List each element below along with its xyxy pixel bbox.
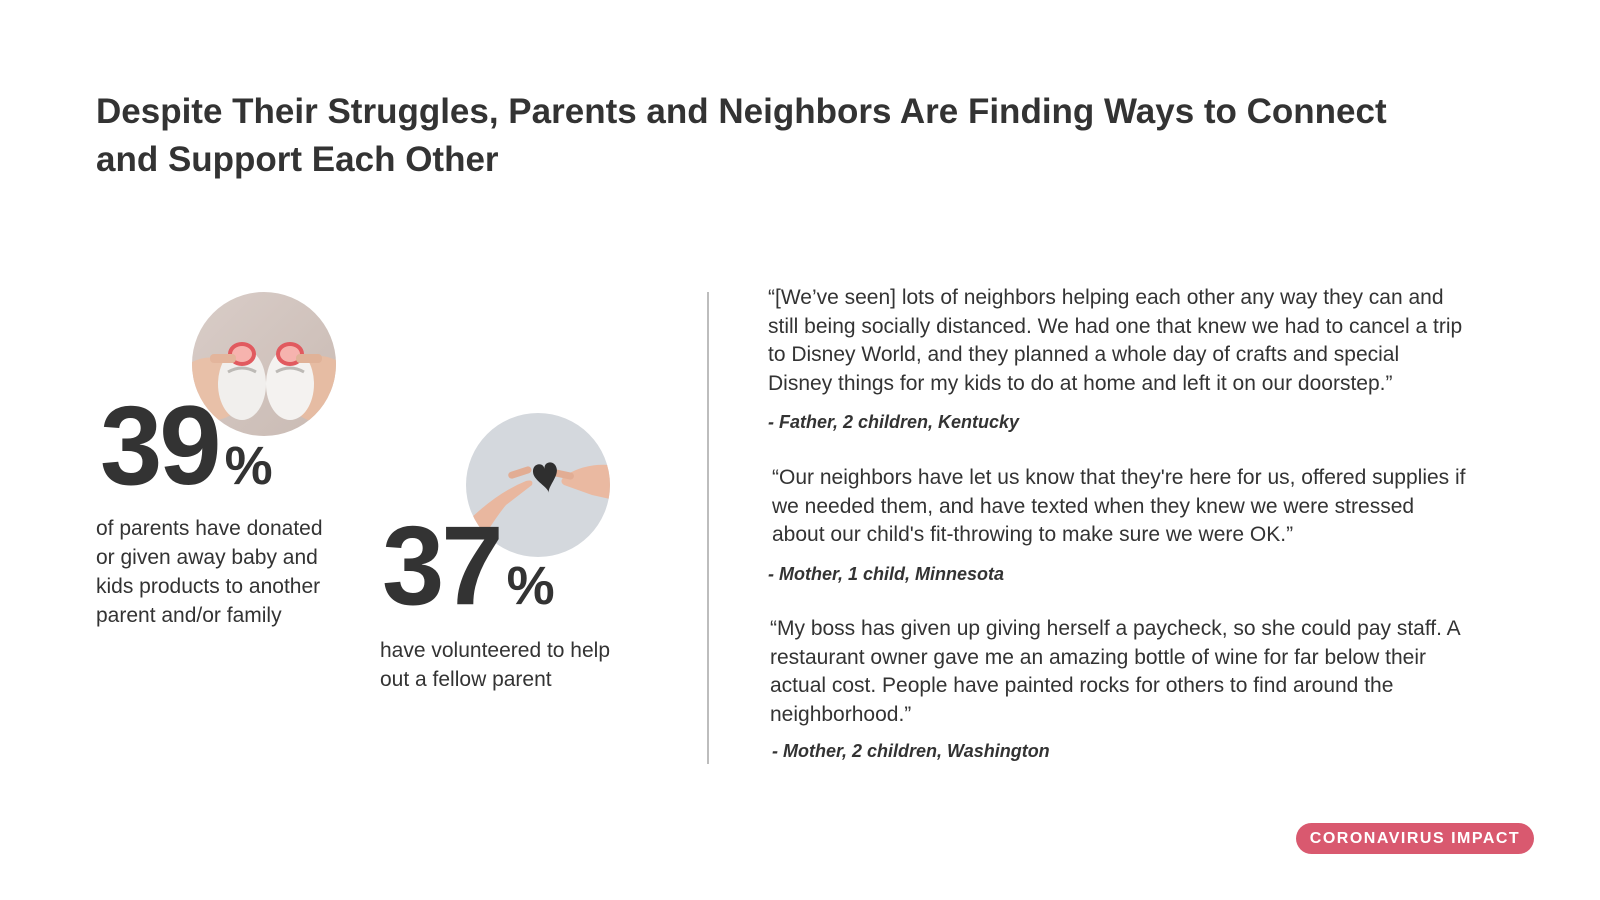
stat-number: 37	[382, 503, 501, 628]
stat-unit: %	[224, 436, 273, 496]
stat-value-39	[100, 383, 273, 522]
vertical-divider	[707, 292, 709, 764]
quote-text: “My boss has given up giving herself a paycheck, so she could pay staff. A restaurant owner gave me an amazing bottle of wine for far below their actual cost. People have painted rocks for others to find around the neighborhood.”	[770, 617, 1460, 726]
quote-text: “[We’ve seen] lots of neighbors helping each other any way they can and still being socially distanced. We had one that knew we had to cancel a trip to Disney World, and they planned a whole day of crafts and special Disney things for my kids to do at home and left it on our doorstep.”	[768, 286, 1463, 395]
stat-description: of parents have donated or given away baby and kids products to another parent and/or family	[96, 517, 323, 627]
page-title: Despite Their Struggles, Parents and Neighbors Are Finding Ways to Connect and Support Each Other	[96, 92, 1387, 179]
quote-attribution: - Mother, 1 child, Minnesota	[768, 564, 1005, 584]
section-badge: CORONAVIRUS IMPACT	[1296, 823, 1534, 854]
stat-value-37	[382, 503, 555, 642]
stat-number: 39	[100, 383, 219, 508]
quote-text: “Our neighbors have let us know that they're here for us, offered supplies if we needed them, and have texted when they knew we were stressed about our child's fit-throwing to make sure we were OK.”	[772, 466, 1466, 546]
stat-description: have volunteered to help out a fellow parent	[380, 639, 611, 691]
stat-unit: %	[506, 556, 555, 616]
quote-attribution: - Mother, 2 children, Washington	[772, 741, 1050, 761]
quote-attribution: - Father, 2 children, Kentucky	[768, 412, 1020, 432]
